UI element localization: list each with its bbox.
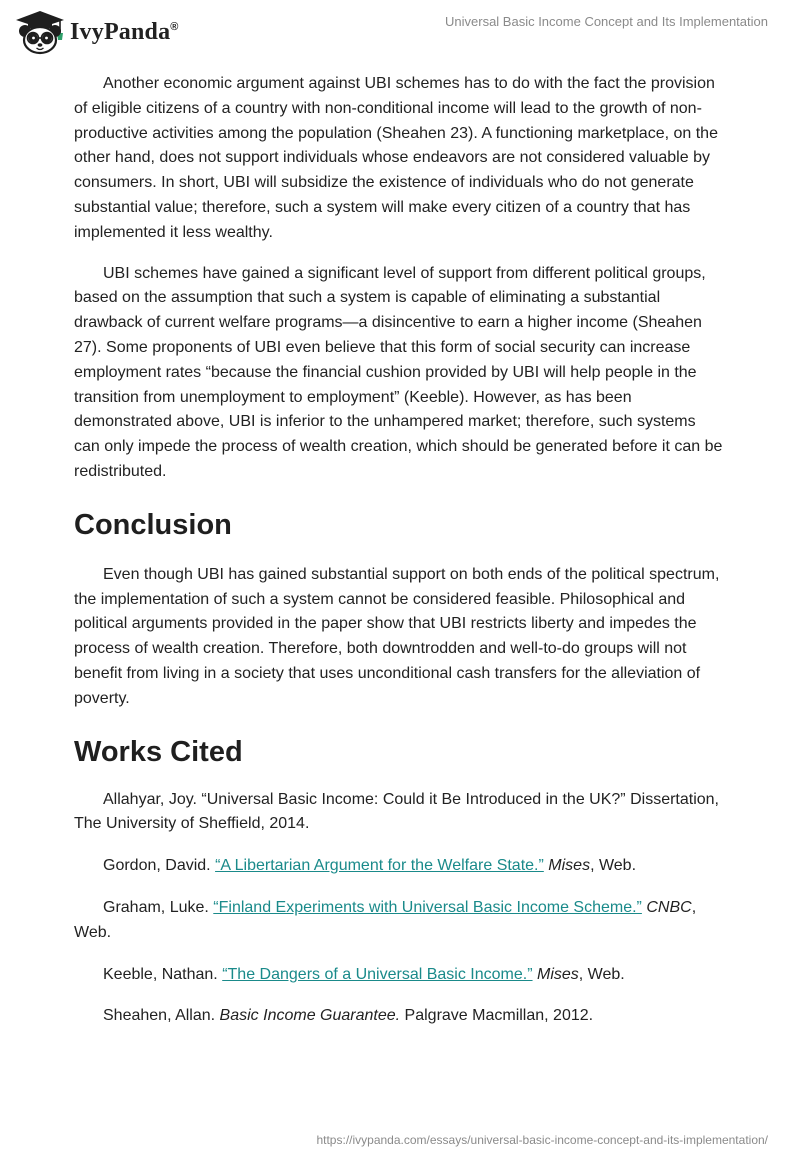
citation-source: Mises: [548, 857, 591, 875]
citation-author: Gordon, David.: [103, 857, 211, 875]
citation-details: Dissertation, The University of Sheffield, 2014.: [74, 790, 719, 833]
conclusion-paragraph: Even though UBI has gained substantial support on both ends of the political spectrum, the implementation of such a system cannot be considered feasible. Philosophical and political arguments provided in the paper show that UBI restricts liberty and impedes the process of wealth creation. Therefore, both downtrodden and well-to-do groups will not benefit from living in a society that uses unconditional cash transfers for the alleviation of poverty.: [74, 565, 720, 707]
panda-graduate-icon: [14, 9, 66, 55]
document-title: Universal Basic Income Concept and Its Implementation: [445, 14, 768, 29]
citation-details: Palgrave Macmillan, 2012.: [404, 1007, 594, 1025]
essay-content: [74, 72, 724, 1046]
body-paragraph: Another economic argument against UBI schemes has to do with the fact the provision of eligible citizens of a country with non-conditional income will lead to the growth of non-productive activities among the population (Sheahen 23). A functioning marketplace, on the other hand, does not support individuals whose endeavors are not considered valuable by consumers. In short, UBI will subsidize the existence of individuals who do not generate substantial value; therefore, such a system will make every citizen of a country that has implemented it less wealthy.: [74, 75, 718, 241]
citation-item: [74, 788, 724, 838]
citation-source: Mises: [537, 965, 579, 983]
citation-item: [74, 1004, 724, 1029]
citation-link[interactable]: “Finland Experiments with Universal Basic Income Scheme.”: [213, 898, 642, 916]
citation-details: , Web.: [74, 898, 697, 941]
citation-author: Keeble, Nathan.: [103, 965, 218, 983]
citation-source: CNBC: [646, 898, 692, 916]
brand-name: IvyPanda®: [70, 18, 179, 45]
ivypanda-logo[interactable]: [14, 9, 179, 55]
works-cited-heading: Works Cited: [74, 735, 243, 768]
citation-details: , Web.: [590, 857, 637, 875]
citation-item: [74, 896, 724, 946]
citation-link[interactable]: “The Dangers of a Universal Basic Income.”: [222, 965, 533, 983]
citation-author: Sheahen, Allan.: [103, 1007, 216, 1025]
citation-item: [74, 854, 724, 879]
citation-link[interactable]: “A Libertarian Argument for the Welfare State.”: [215, 857, 544, 875]
page-url: https://ivypanda.com/essays/universal-basic-income-concept-and-its-implementation/: [316, 1133, 768, 1147]
citation-title: “Universal Basic Income: Could it Be Introduced in the UK?”: [201, 790, 626, 808]
citation-title: Basic Income Guarantee.: [219, 1007, 401, 1025]
body-paragraph: UBI schemes have gained a significant level of support from different political groups, based on the assumption that such a system is capable of eliminating a substantial drawback of current welfare programs—a disincentive to earn a higher income (Sheahen 27). Some proponents of UBI even believe that this form of social security can increase employment rates “because the financial cushion provided by UBI will help people in the transition from unemployment to employment” (Keeble). However, as has been demonstrated above, UBI is inferior to the unhampered market; therefore, such systems can only impede the process of wealth creation, which should be generated before it can be redistributed.: [74, 264, 723, 480]
citation-item: [74, 963, 724, 988]
conclusion-heading: Conclusion: [74, 508, 232, 541]
citation-author: Allahyar, Joy.: [103, 790, 197, 808]
citation-author: Graham, Luke.: [103, 898, 209, 916]
citation-details: , Web.: [578, 965, 625, 983]
page-header: [0, 0, 800, 66]
